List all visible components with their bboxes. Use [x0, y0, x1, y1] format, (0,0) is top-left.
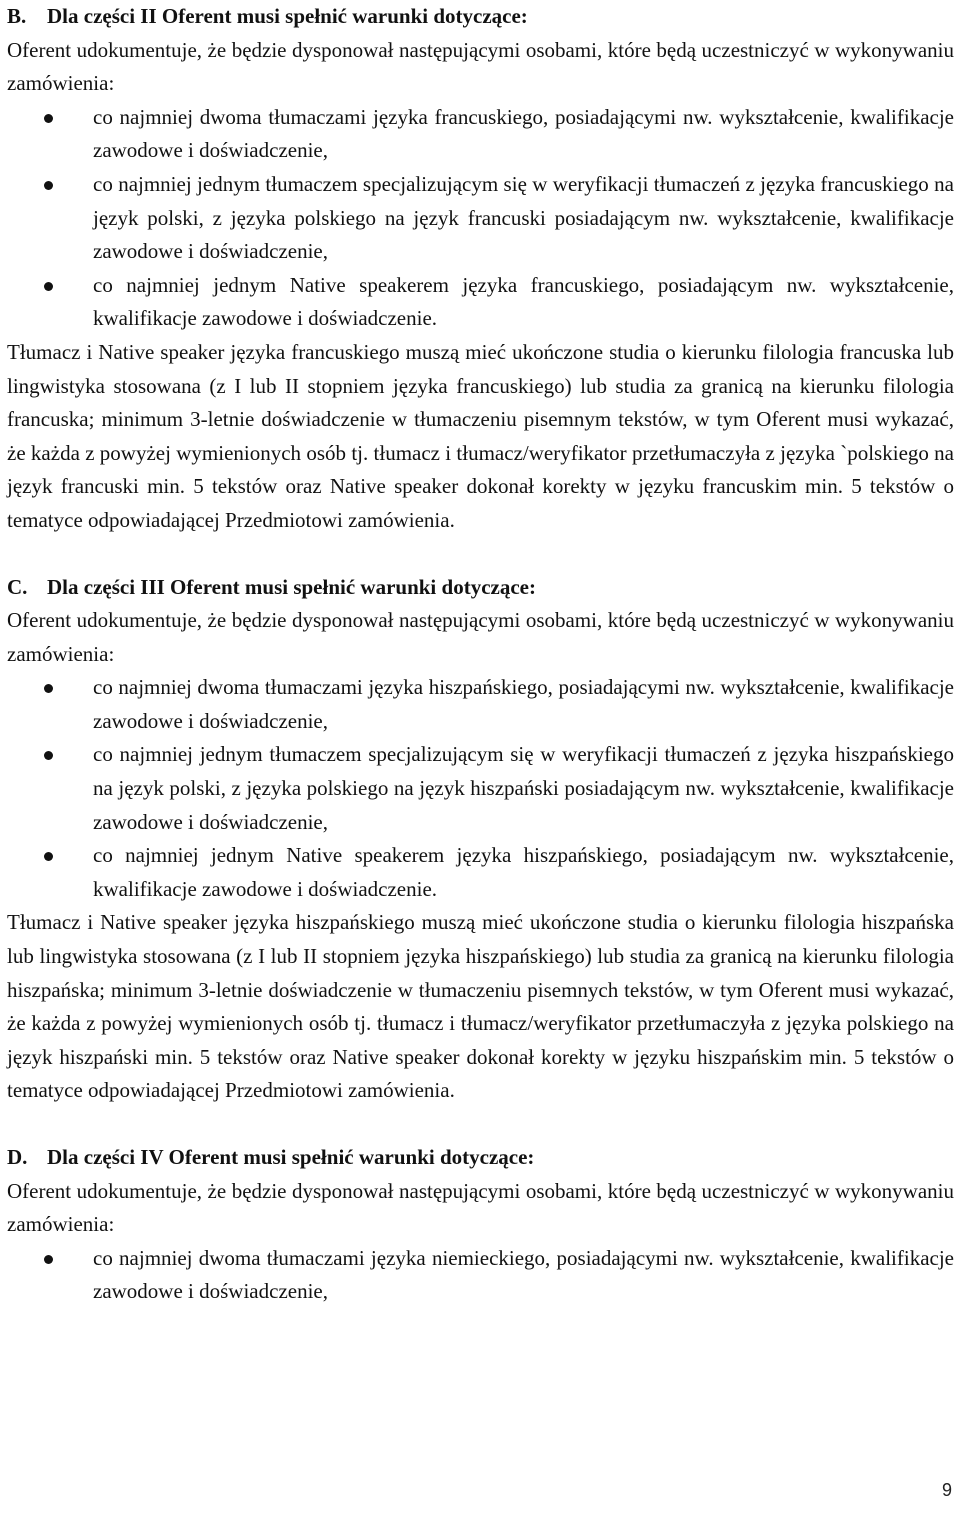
list-item: [7, 168, 954, 269]
list-item-text: co najmniej jednym tłumaczem specjalizującym się w weryfikacji tłumaczeń z języka hiszpańskiego na język polski, z języka polskiego na język hiszpański posiadającym nw. wykształcenie, kwalifikacje zawodowe i doświadczenie,: [93, 742, 954, 834]
section-title: Dla części III Oferent musi spełnić warunki dotyczące:: [47, 574, 536, 599]
section-letter: D.: [7, 1145, 28, 1169]
list-item: [7, 839, 954, 906]
requirements-list: [7, 1242, 954, 1309]
list-item-text: co najmniej jednym Native speakerem języka francuskiego, posiadającym nw. wykształcenie, kwalifikacje zawodowe i doświadczenie.: [93, 272, 954, 331]
section-heading: [7, 0, 954, 34]
section-title: Dla części IV Oferent musi spełnić warunki dotyczące:: [47, 1145, 535, 1169]
document-page: [7, 0, 954, 1309]
section-b: [7, 0, 954, 538]
bullet-icon: [44, 1255, 53, 1264]
list-item: [7, 738, 954, 839]
section-closing-paragraph: Tłumacz i Native speaker języka francuskiego muszą mieć ukończone studia o kierunku filologia francuska lub lingwistyka stosowana (z I lub II stopniem języka francuskiego) lub studia za granicą na kierunku filologia francuska; minimum 3-letnie doświadczenie w tłumaczeniu pisemnym tekstów, w tym Oferent musi wykazać, że każda z powyżej wymienionych osób tj. tłumacz i tłumacz/weryfikator przetłumaczyła z języka `polskiego na język francuski min. 5 tekstów oraz Native speaker dokonał korekty w języku francuskim min. 5 tekstów o tematyce odpowiadającej Przedmiotowi zamówienia.: [7, 339, 954, 532]
list-item-text: co najmniej jednym Native speakerem języka hiszpańskiego, posiadającym nw. wykształcenie, kwalifikacje zawodowe i doświadczenie.: [93, 843, 954, 901]
list-item: [7, 101, 954, 168]
section-intro: Oferent udokumentuje, że będzie dysponował następującymi osobami, które będą uczestniczyć w wykonywaniu zamówienia:: [7, 608, 954, 666]
section-letter: B.: [7, 4, 27, 28]
list-item: [7, 671, 954, 738]
requirements-list: [7, 101, 954, 336]
section-letter: C.: [7, 574, 28, 599]
list-item: [7, 269, 954, 336]
bullet-icon: [44, 282, 53, 291]
section-intro: Oferent udokumentuje, że będzie dysponował następującymi osobami, które będą uczestniczyć w wykonywaniu zamówienia:: [7, 1178, 954, 1237]
bullet-icon: [44, 114, 53, 123]
section-heading: [7, 571, 954, 605]
section-c: [7, 571, 954, 1109]
section-closing-paragraph: Tłumacz i Native speaker języka hiszpańskiego muszą mieć ukończone studia o kierunku filologia hiszpańska lub lingwistyka stosowana (z I lub II stopniem języka hiszpańskiego) lub studia za granicą na kierunku filologia hiszpańska; minimum 3-letnie doświadczenie w tłumaczeniu pisemnych tekstów, w tym Oferent musi wykazać, że każda z powyżej wymienionych osób tj. tłumacz i tłumacz/weryfikator przetłumaczyła z języka polskiego na język hiszpański min. 5 tekstów oraz Native speaker dokonał korekty w języku hiszpańskim min. 5 tekstów o tematyce odpowiadającej Przedmiotowi zamówienia.: [7, 910, 954, 1103]
list-item-text: co najmniej dwoma tłumaczami języka francuskiego, posiadającymi nw. wykształcenie, kwalifikacje zawodowe i doświadczenie,: [93, 104, 954, 163]
section-intro: Oferent udokumentuje, że będzie dysponował następującymi osobami, które będą uczestniczyć w wykonywaniu zamówienia:: [7, 37, 954, 96]
list-item: [7, 1242, 954, 1309]
section-heading: [7, 1141, 954, 1175]
bullet-icon: [44, 852, 53, 861]
section-d: [7, 1141, 954, 1309]
bullet-icon: [44, 684, 53, 693]
list-item-text: co najmniej jednym tłumaczem specjalizującym się w weryfikacji tłumaczeń z języka francuskiego na język polski, z języka polskiego na język francuski posiadającym nw. wykształcenie, kwalifikacje zawodowe i doświadczenie,: [93, 171, 954, 264]
list-item-text: co najmniej dwoma tłumaczami języka hiszpańskiego, posiadającymi nw. wykształcenie, kwalifikacje zawodowe i doświadczenie,: [93, 675, 954, 733]
requirements-list: [7, 671, 954, 906]
list-item-text: co najmniej dwoma tłumaczami języka niemieckiego, posiadającymi nw. wykształcenie, kwalifikacje zawodowe i doświadczenie,: [93, 1245, 954, 1304]
section-title: Dla części II Oferent musi spełnić warunki dotyczące:: [47, 4, 528, 28]
bullet-icon: [44, 181, 53, 190]
bullet-icon: [44, 751, 53, 760]
page-number: 9: [941, 1480, 952, 1500]
